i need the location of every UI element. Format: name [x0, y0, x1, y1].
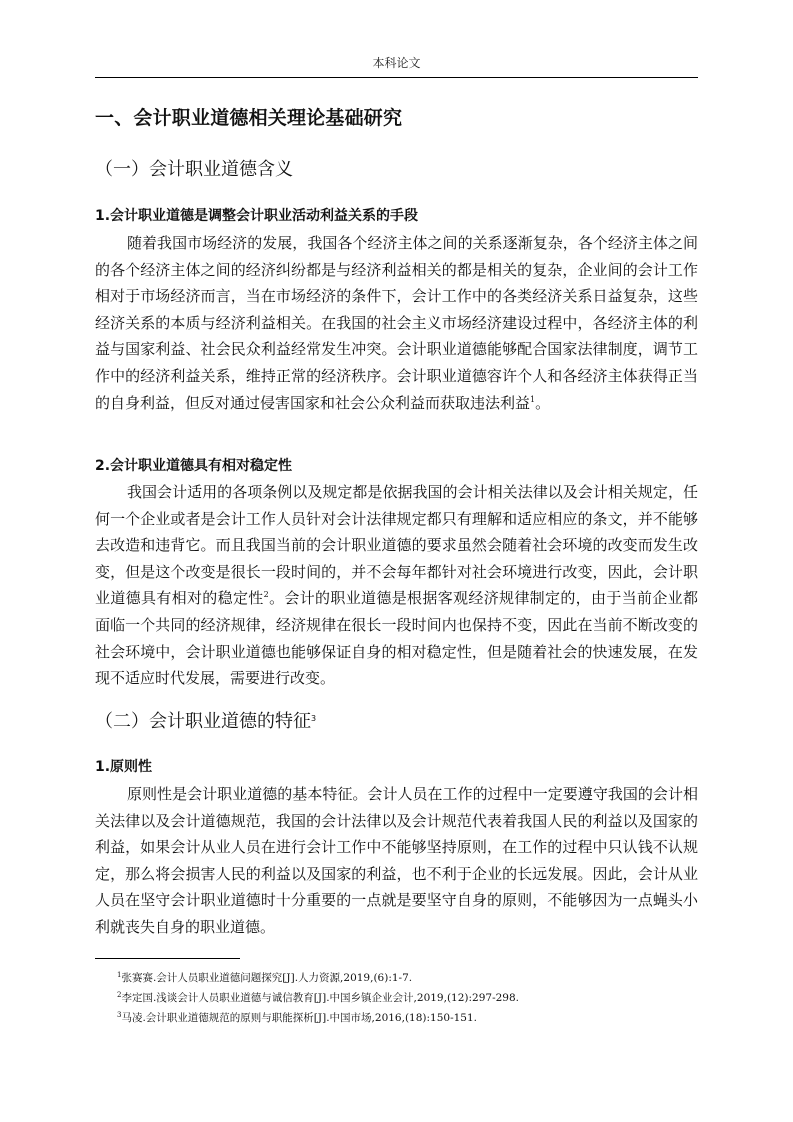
footnote-1 [95, 968, 698, 988]
footnote-ref: 3 [311, 714, 317, 723]
footnote-number: 2 [117, 991, 122, 999]
subsection-title-2 [95, 707, 316, 733]
paragraph-2-1: 原则性是会计职业道德的基本特征。会计人员在工作的过程中一定要遵守我国的会计相关法律以及会计道德规范，我国的会计法律以及会计规范代表着我国人民的利益以及国家的利益，如果会计从业人员在进行会计工作中不能够坚持原则，在工作的过程中只认钱不认规定，那么将会损害人民的利益以及国家的利益，也不利于企业的长远发展。因此，会计从业人员在坚守会计职业道德时十分重要的一点就是要坚守自身的原则，不能够因为一点蝇头小利就丧失自身的职业道德。 [95, 785, 698, 936]
page-header: 本科论文 [372, 56, 421, 70]
point-title-1-1: 1.会计职业道德是调整会计职业活动利益关系的手段 [95, 208, 419, 224]
footnote-divider [95, 958, 240, 959]
paragraph-text: 我国会计适用的各项条例以及规定都是依据我国的会计相关法律以及会计相关规定，任何一个企业或者是会计工作人员针对会计法律规定都只有理解和适应相应的条文，并不能够去改造和违背它。而且我国当前的会计职业道德的要求虽然会随着社会环境的改变而发生改变，但是这个改变是很长一段时间的，并不会每年都针对社会环境进行改变，因此，会计职业道德具有相对的稳定性 [95, 483, 698, 608]
footnote-text: 李定国.浅谈会计人员职业道德与诚信教育[J].中国乡镇企业会计,2019,(12):297-298. [121, 992, 520, 1004]
footnote-number: 1 [117, 971, 122, 979]
section-title: 一、会计职业道德相关理论基础研究 [95, 107, 403, 129]
point-title-2-1: 1.原则性 [95, 759, 153, 775]
footnote-text: 马凌.会计职业道德规范的原则与职能探析[J].中国市场,2016,(18):150-151. [121, 1012, 478, 1024]
point-title-1-2: 2.会计职业道德具有相对稳定性 [95, 458, 293, 474]
footnote-text: 张赛赛.会计人员职业道德问题探究[J].人力资源,2019,(6):1-7. [121, 972, 413, 984]
footnote-number: 3 [117, 1011, 122, 1019]
header-divider [95, 77, 698, 78]
subsection-title-text: （二）会计职业道德的特征 [95, 711, 311, 732]
footnote-3 [95, 1008, 698, 1028]
footnote-ref: 1 [530, 394, 536, 404]
paragraph-1-1 [95, 230, 698, 416]
paragraph-text-end: 。 [535, 393, 551, 412]
paragraph-1-2 [95, 479, 698, 692]
paragraph-text: 随着我国市场经济的发展，我国各个经济主体之间的关系逐渐复杂，各个经济主体之间的各个经济主体之间的经济纠纷都是与经济利益相关的都是相关的复杂，企业间的会计工作相对于市场经济而言，当在市场经济的条件下，会计工作中的各类经济关系日益复杂，这些经济关系的本质与经济利益相关。在我国的社会主义市场经济建设过程中，各经济主体的利益与国家利益、社会民众利益经常发生冲突。会计职业道德能够配合国家法律制度，调节工作中的经济利益关系，维持正常的经济秩序。会计职业道德容许个人和各经济主体获得正当的自身利益，但反对通过侵害国家和社会公众利益而获取违法利益 [95, 234, 698, 412]
paragraph-text-continued: 。会计的职业道德是根据客观经济规律制定的，由于当前企业都面临一个共同的经济规律，经济规律在很长一段时间内也保持不变，因此在当前不断改变的社会环境中，会计职业道德也能够保证自身的相对稳定性，但是随着社会的快速发展，在发现不适应时代发展，需要进行改变。 [95, 589, 698, 688]
subsection-title-1: （一）会计职业道德含义 [95, 159, 293, 180]
footnote-2 [95, 988, 698, 1008]
footnote-ref: 2 [263, 590, 269, 600]
footnotes [95, 968, 698, 1028]
